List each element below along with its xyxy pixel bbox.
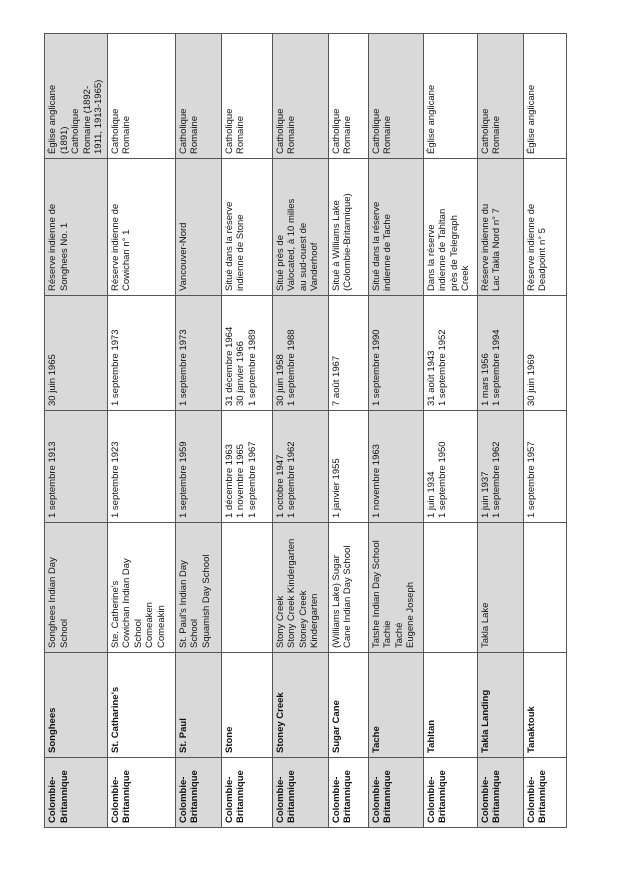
school-name-cell [45, 653, 108, 758]
day-schools-table [44, 33, 567, 828]
church-cell [221, 34, 272, 159]
cell-text-line: Takla Landing [479, 689, 491, 753]
cell-text-line: Cowichan n° 1 [121, 229, 132, 291]
table-row [423, 34, 477, 828]
school-name-cell [272, 653, 328, 758]
cell-text-line: Kindergarten [309, 593, 320, 648]
cell-text-line: Catholique [223, 108, 235, 154]
cell-text-line: Romaine (1892- [81, 85, 93, 154]
cell-text-line: Catholique [177, 108, 189, 154]
cell-text-line: 1 septembre 1973 [109, 329, 121, 406]
cell-text-line: St. Catharine's [109, 686, 121, 753]
cell-text-line: Stoney Creek [297, 590, 309, 648]
cell-text-line: School [189, 618, 200, 648]
opening-date-cell [328, 411, 368, 523]
cell-text-line: Colombie- [223, 776, 235, 823]
cell-text-line: Vancouver-Nord [177, 222, 189, 291]
cell-text-line: St. Paul [177, 718, 189, 753]
cell-text-line: 1 septembre 1923 [109, 441, 121, 518]
cell-text-line: Romaine [189, 115, 200, 154]
closing-date-cell [328, 296, 368, 411]
cell-text-line: Cowichan Indian Day [121, 558, 132, 648]
location-cell [45, 159, 108, 296]
cell-text-line: Britannique [437, 770, 448, 823]
closing-date-cell [175, 296, 221, 411]
cell-text-line: (1891) [58, 126, 70, 154]
opening-date-cell [272, 411, 328, 523]
cell-text-line: Romaine [235, 115, 246, 154]
cell-text-line: (Williams Lake) Sugar [330, 555, 342, 648]
cell-text-line: Romaine [382, 115, 393, 154]
cell-text-line: 1 septembre 1973 [177, 329, 189, 406]
cell-text-line: Situé près de [274, 235, 286, 291]
province-cell [272, 758, 328, 828]
table-row [328, 34, 368, 828]
school-name-cell [477, 653, 523, 758]
church-cell [523, 34, 566, 159]
cell-text-line: Squamish Day School [200, 554, 212, 648]
province-cell [175, 758, 221, 828]
opening-date-cell [221, 411, 272, 523]
cell-text-line: 31 août 1943 [425, 350, 437, 406]
opening-date-cell [368, 411, 423, 523]
cell-text-line: 1 juin 1934 [425, 471, 437, 518]
cell-text-line: 30 janvier 1966 [235, 341, 246, 406]
cell-text-line: Britannique [286, 770, 297, 823]
school-names-cell [477, 523, 523, 653]
opening-date-cell [423, 411, 477, 523]
church-cell [368, 34, 423, 159]
cell-text-line: 30 juin 1958 [274, 354, 286, 406]
cell-text-line: Colombie- [274, 776, 286, 823]
closing-date-cell [107, 296, 175, 411]
cell-text-line: Tahltan [425, 719, 437, 753]
cell-text-line: 1 septembre 1962 [286, 441, 297, 518]
church-cell [328, 34, 368, 159]
closing-date-cell [272, 296, 328, 411]
cell-text-line: Colombie- [370, 776, 382, 823]
cell-text-line: Situé dans la réserve [370, 201, 382, 291]
cell-text-line: Lac Takla Nord n° 7 [491, 208, 502, 291]
school-names-cell [523, 523, 566, 653]
cell-text-line: Église anglicane [47, 84, 58, 154]
cell-text-line: 30 juin 1965 [47, 354, 58, 406]
table-row [175, 34, 221, 828]
school-names-cell [423, 523, 477, 653]
cell-text-line: 1 septembre 1957 [525, 441, 537, 518]
cell-text-line: Réserve indienne de [109, 203, 121, 291]
cell-text-line: Colombie- [425, 776, 437, 823]
cell-text-line: St. Paul's Indian Day [177, 560, 189, 648]
cell-text-line: Valocated, à 10 milles [286, 198, 297, 291]
table-body [45, 34, 567, 828]
cell-text-line: 1 novembre 1963 [370, 444, 382, 518]
province-cell [368, 758, 423, 828]
province-cell [107, 758, 175, 828]
cell-text-line: School [58, 618, 70, 648]
cell-text-line: Comeaken [144, 602, 155, 648]
cell-text-line: 1 septembre 1913 [47, 441, 58, 518]
location-cell [175, 159, 221, 296]
cell-text-line: Stoney Creek [274, 692, 286, 753]
school-names-cell [368, 523, 423, 653]
cell-text-line: 1 septembre 1990 [370, 329, 382, 406]
cell-text-line: Creek [460, 265, 471, 291]
opening-date-cell [523, 411, 566, 523]
table-row [107, 34, 175, 828]
school-name-cell [221, 653, 272, 758]
cell-text-line: Romaine [286, 115, 297, 154]
cell-text-line: Colombie- [525, 776, 537, 823]
location-cell [477, 159, 523, 296]
school-names-cell [175, 523, 221, 653]
cell-text-line: Takla Lake [479, 602, 491, 648]
church-cell [175, 34, 221, 159]
closing-date-cell [45, 296, 108, 411]
cell-text-line: 1 septembre 1988 [286, 329, 297, 406]
cell-text-line: Vanderhoof [309, 242, 320, 291]
cell-text-line: 7 août 1967 [330, 355, 342, 406]
cell-text-line: Britannique [491, 770, 502, 823]
closing-date-cell [477, 296, 523, 411]
school-name-cell [107, 653, 175, 758]
province-cell [221, 758, 272, 828]
cell-text-line: 1 septembre 1950 [437, 441, 448, 518]
table-row [45, 34, 108, 828]
opening-date-cell [45, 411, 108, 523]
cell-text-line: Britannique [537, 770, 548, 823]
cell-text-line: Colombie- [109, 776, 121, 823]
rotated-table-container [44, 34, 548, 828]
cell-text-line: indienne de Stone [235, 214, 246, 291]
cell-text-line: 1 décembre 1963 [223, 444, 235, 518]
cell-text-line: Colombie- [47, 776, 58, 823]
province-cell [423, 758, 477, 828]
school-names-cell [272, 523, 328, 653]
cell-text-line: School [132, 618, 144, 648]
cell-text-line: Britannique [189, 770, 200, 823]
cell-text-line: Deadpoint n° 5 [537, 228, 548, 291]
school-names-cell [45, 523, 108, 653]
closing-date-cell [368, 296, 423, 411]
cell-text-line: Catholique [70, 108, 81, 154]
cell-text-line: Réserve indienne du [479, 203, 491, 291]
cell-text-line: Romaine [491, 115, 502, 154]
cell-text-line: Colombie- [177, 776, 189, 823]
cell-text-line: Église anglicane [525, 84, 537, 154]
cell-text-line: Britannique [235, 770, 246, 823]
cell-text-line: 1 mars 1956 [479, 353, 491, 406]
church-cell [272, 34, 328, 159]
cell-text-line: Eugene Joseph [405, 581, 416, 648]
school-name-cell [328, 653, 368, 758]
location-cell [107, 159, 175, 296]
cell-text-line: 1 septembre 1962 [491, 441, 502, 518]
province-cell [523, 758, 566, 828]
cell-text-line: Britannique [121, 770, 132, 823]
cell-text-line: Stony Creek Kindergarten [286, 538, 297, 648]
cell-text-line: Sugar Cane [330, 700, 342, 753]
opening-date-cell [175, 411, 221, 523]
cell-text-line: Romaine [121, 115, 132, 154]
cell-text-line: Stony Creek [274, 595, 286, 648]
cell-text-line: Dans la réserve [425, 224, 437, 291]
province-cell [328, 758, 368, 828]
church-cell [107, 34, 175, 159]
table-row [368, 34, 423, 828]
cell-text-line: 1 septembre 1967 [246, 441, 258, 518]
cell-text-line: Britannique [58, 770, 70, 823]
school-names-cell [221, 523, 272, 653]
school-name-cell [423, 653, 477, 758]
cell-text-line: Situé dans la réserve [223, 201, 235, 291]
closing-date-cell [423, 296, 477, 411]
cell-text-line: Taché [393, 622, 405, 648]
cell-text-line: Catholique [109, 108, 121, 154]
school-name-cell [368, 653, 423, 758]
cell-text-line: Cane Indian Day School [342, 545, 353, 648]
table-row [272, 34, 328, 828]
cell-text-line: au sud-ouest de [297, 222, 309, 291]
cell-text-line: Songhees Indian Day [47, 557, 58, 648]
location-cell [221, 159, 272, 296]
location-cell [328, 159, 368, 296]
church-cell [477, 34, 523, 159]
cell-text-line: Tachie [382, 620, 393, 648]
school-names-cell [107, 523, 175, 653]
cell-text-line: Tatshe Indian Day School [370, 540, 382, 648]
cell-text-line: 1 novembre 1965 [235, 444, 246, 518]
cell-text-line: Colombie- [479, 776, 491, 823]
cell-text-line: Romaine [342, 115, 353, 154]
cell-text-line: 1 janvier 1955 [330, 458, 342, 518]
location-cell [523, 159, 566, 296]
school-name-cell [523, 653, 566, 758]
cell-text-line: Tanaktouk [525, 706, 537, 753]
cell-text-line: indienne de Tache [382, 214, 393, 291]
church-cell [45, 34, 108, 159]
cell-text-line: Catholique [274, 108, 286, 154]
cell-text-line: Catholique [370, 108, 382, 154]
cell-text-line: Réserve indienne de [525, 203, 537, 291]
location-cell [272, 159, 328, 296]
cell-text-line: Colombie- [330, 776, 342, 823]
cell-text-line: indienne de Tahltan [437, 208, 448, 291]
table-row [523, 34, 566, 828]
cell-text-line: Stone [223, 726, 235, 753]
cell-text-line: près de Telegraph [448, 215, 460, 291]
cell-text-line: Songhees No. 1 [58, 222, 70, 291]
province-cell [45, 758, 108, 828]
cell-text-line: 31 décembre 1964 [223, 326, 235, 406]
table-row [221, 34, 272, 828]
cell-text-line: (Colombie-Britannique) [342, 193, 353, 291]
location-cell [368, 159, 423, 296]
cell-text-line: Britannique [382, 770, 393, 823]
cell-text-line: Ste. Catherine's [109, 580, 121, 648]
cell-text-line: Britannique [342, 770, 353, 823]
cell-text-line: 1 septembre 1994 [491, 329, 502, 406]
cell-text-line: 30 juin 1969 [525, 354, 537, 406]
cell-text-line: 1 octobre 1947 [274, 454, 286, 518]
opening-date-cell [107, 411, 175, 523]
cell-text-line: Songhees [47, 707, 58, 753]
cell-text-line: 1 septembre 1952 [437, 329, 448, 406]
cell-text-line: 1911, 1913-1965) [93, 79, 104, 154]
cell-text-line: Comeakin [155, 605, 167, 648]
cell-text-line: Église anglicane [425, 84, 437, 154]
cell-text-line: Réserve indienne de [47, 203, 58, 291]
cell-text-line: Situé à Williams Lake [330, 200, 342, 291]
cell-text-line: Catholique [330, 108, 342, 154]
province-cell [477, 758, 523, 828]
cell-text-line: 1 juin 1937 [479, 471, 491, 518]
school-names-cell [328, 523, 368, 653]
church-cell [423, 34, 477, 159]
location-cell [423, 159, 477, 296]
school-name-cell [175, 653, 221, 758]
cell-text-line: Catholique [479, 108, 491, 154]
cell-text-line: 1 septembre 1989 [246, 329, 258, 406]
cell-text-line: 1 septembre 1959 [177, 441, 189, 518]
closing-date-cell [523, 296, 566, 411]
closing-date-cell [221, 296, 272, 411]
opening-date-cell [477, 411, 523, 523]
cell-text-line: Tache [370, 726, 382, 753]
table-row [477, 34, 523, 828]
